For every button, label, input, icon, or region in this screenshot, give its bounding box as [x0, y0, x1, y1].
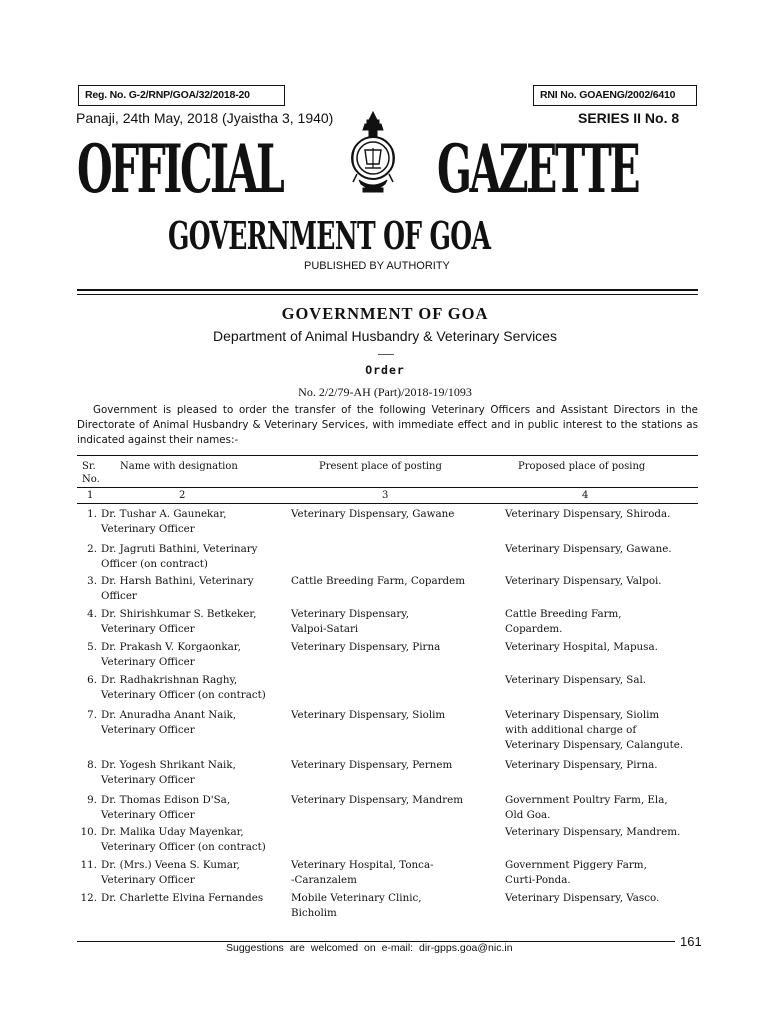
row-present-posting-line: Veterinary Dispensary, Mandrem: [291, 794, 463, 806]
row-proposed-posting: [505, 607, 698, 637]
row-serial: 6.: [87, 674, 97, 686]
row-name: [101, 758, 291, 788]
row-present-posting-line: Veterinary Dispensary, Pernem: [291, 759, 453, 771]
order-number: No. 2/2/79-AH (Part)/2018-19/1093: [298, 385, 472, 399]
row-serial: 9.: [87, 794, 97, 806]
masthead-government-of-goa: GOVERNMENT OF GOA: [168, 213, 491, 258]
transfer-table: [77, 455, 698, 917]
col-number-2: 2: [179, 490, 186, 501]
row-proposed-posting-line: with additional charge of: [505, 724, 637, 736]
row-proposed-posting-line: Veterinary Dispensary, Valpoi.: [505, 575, 662, 587]
row-present-posting: [291, 574, 501, 589]
row-proposed-posting-line: Government Poultry Farm, Ela,: [505, 794, 668, 806]
rni-number: RNI No. GOAENG/2002/6410: [533, 85, 697, 106]
row-proposed-posting-line: Veterinary Dispensary, Vasco.: [505, 892, 660, 904]
gazette-date: Panaji, 24th May, 2018 (Jyaistha 3, 1940): [76, 110, 334, 126]
row-name-line: Dr. Malika Uday Mayenkar,: [101, 826, 244, 838]
row-serial: 2.: [87, 543, 97, 555]
header-name: Name with designation: [120, 461, 238, 472]
header-no: No.: [82, 474, 100, 485]
header-sr: Sr.: [82, 461, 96, 472]
row-name-line: Dr. Tushar A. Gaunekar,: [101, 508, 227, 520]
row-serial: 4.: [87, 608, 97, 620]
row-name-line: Veterinary Officer: [101, 623, 195, 635]
row-proposed-posting-line: Veterinary Dispensary, Pirna.: [505, 759, 658, 771]
row-name-line: Dr. Anuradha Anant Naik,: [101, 709, 237, 721]
row-present-posting: [291, 607, 501, 637]
row-name-line: Dr. Prakash V. Korgaonkar,: [101, 641, 241, 653]
row-name-line: Dr. Charlette Elvina Fernandes: [101, 892, 264, 904]
header-present: Present place of posting: [319, 461, 442, 472]
row-name-line: Veterinary Officer: [101, 874, 195, 886]
registration-number: Reg. No. G-2/RNP/GOA/32/2018-20: [78, 85, 285, 106]
row-name-line: Veterinary Officer: [101, 809, 195, 821]
row-present-posting: [291, 758, 501, 773]
row-name-line: Dr. Thomas Edison D'Sa,: [101, 794, 231, 806]
row-name: [101, 858, 291, 888]
row-serial: 3.: [87, 575, 97, 587]
row-present-posting-line: Veterinary Hospital, Tonca-: [291, 859, 434, 871]
header-rule-thick: [77, 289, 698, 291]
row-proposed-posting: [505, 793, 698, 823]
row-name: [101, 793, 291, 823]
row-proposed-posting-line: Curti-Ponda.: [505, 874, 571, 886]
row-present-posting-line: Mobile Veterinary Clinic,: [291, 892, 422, 904]
row-name: [101, 507, 291, 537]
separator-dash: [378, 354, 394, 355]
row-present-posting-line: Veterinary Dispensary,: [291, 608, 410, 620]
row-proposed-posting-line: Government Piggery Farm,: [505, 859, 647, 871]
row-proposed-posting-line: Veterinary Dispensary, Mandrem.: [505, 826, 681, 838]
row-proposed-posting-line: Veterinary Dispensary, Sal.: [505, 674, 647, 686]
row-proposed-posting: [505, 758, 698, 773]
row-serial: 5.: [87, 641, 97, 653]
row-name-line: Veterinary Officer: [101, 724, 195, 736]
masthead-official: OFFICIAL: [77, 130, 283, 208]
footer-suggestions: Suggestions are welcomed on e-mail: dir-gpps.goa@nic.in: [226, 942, 513, 954]
row-proposed-posting-line: Veterinary Dispensary, Siolim: [505, 709, 660, 721]
row-serial: 12.: [80, 892, 97, 904]
row-serial: 7.: [87, 709, 97, 721]
row-name: [101, 574, 291, 604]
row-proposed-posting-line: Copardem.: [505, 623, 563, 635]
masthead-gazette: GAZETTE: [437, 130, 639, 208]
department-name: Department of Animal Husbandry & Veterinary Services: [213, 328, 557, 344]
row-proposed-posting-line: Cattle Breeding Farm,: [505, 608, 622, 620]
row-name-line: Dr. Yogesh Shrikant Naik,: [101, 759, 236, 771]
row-serial: 10.: [80, 826, 97, 838]
row-serial: 1.: [87, 508, 97, 520]
row-proposed-posting: [505, 858, 698, 888]
col-number-3: 3: [382, 490, 389, 501]
published-by-authority: PUBLISHED BY AUTHORITY: [304, 260, 450, 272]
row-proposed-posting: [505, 574, 698, 589]
row-name-line: Officer: [101, 590, 137, 602]
row-name-line: Veterinary Officer: [101, 656, 195, 668]
row-present-posting: [291, 891, 501, 921]
series-number: SERIES II No. 8: [578, 110, 680, 126]
goa-state-emblem-icon: [343, 108, 403, 200]
row-name: [101, 891, 291, 906]
row-present-posting-line: Cattle Breeding Farm, Copardem: [291, 575, 466, 587]
row-present-posting-line: Veterinary Dispensary, Pirna: [291, 641, 441, 653]
row-name: [101, 640, 291, 670]
order-title: Order: [365, 363, 405, 377]
table-body: [77, 455, 698, 917]
row-name: [101, 673, 291, 703]
row-name: [101, 708, 291, 738]
row-name: [101, 825, 291, 855]
row-proposed-posting-line: Veterinary Hospital, Mapusa.: [505, 641, 658, 653]
row-present-posting-line: -Caranzalem: [291, 874, 357, 886]
row-present-posting: [291, 858, 501, 888]
row-proposed-posting-line: Veterinary Dispensary, Gawane.: [505, 543, 672, 555]
row-present-posting: [291, 793, 501, 808]
row-proposed-posting-line: Veterinary Dispensary, Shiroda.: [505, 508, 671, 520]
row-present-posting: [291, 640, 501, 655]
row-present-posting: [291, 708, 501, 723]
row-name: [101, 542, 291, 572]
row-name-line: Dr. Shirishkumar S. Betkeker,: [101, 608, 257, 620]
row-name-line: Veterinary Officer: [101, 523, 195, 535]
col-number-1: 1: [87, 490, 94, 501]
order-body: Government is pleased to order the transfer of the following Veterinary Officers and Assistant Directors in the Directorate of Animal Husbandry & Veterinary Services, with immediate effect and in public interest to the stations as indicated against their names:-: [77, 404, 698, 446]
col-number-4: 4: [582, 490, 589, 501]
page-number: 161: [680, 934, 702, 949]
row-name-line: Veterinary Officer (on contract): [101, 841, 266, 853]
row-name: [101, 607, 291, 637]
row-name-line: Veterinary Officer (on contract): [101, 689, 266, 701]
row-name-line: Dr. Harsh Bathini, Veterinary: [101, 575, 254, 587]
row-present-posting-line: Veterinary Dispensary, Gawane: [291, 508, 455, 520]
row-proposed-posting: [505, 708, 698, 753]
header-rule-thin: [77, 294, 698, 295]
row-present-posting: [291, 507, 501, 522]
row-present-posting-line: Veterinary Dispensary, Siolim: [291, 709, 446, 721]
row-proposed-posting: [505, 891, 698, 906]
row-serial: 11.: [80, 859, 97, 871]
row-proposed-posting-line: Old Goa.: [505, 809, 551, 821]
row-proposed-posting-line: Veterinary Dispensary, Calangute.: [505, 739, 684, 751]
notice-government-heading: GOVERNMENT OF GOA: [281, 304, 489, 323]
row-proposed-posting: [505, 825, 698, 840]
row-proposed-posting: [505, 640, 698, 655]
row-name-line: Dr. Radhakrishnan Raghy,: [101, 674, 238, 686]
row-name-line: Officer (on contract): [101, 558, 208, 570]
row-name-line: Dr. Jagruti Bathini, Veterinary: [101, 543, 258, 555]
row-proposed-posting: [505, 542, 698, 557]
row-name-line: Veterinary Officer: [101, 774, 195, 786]
row-present-posting-line: Valpoi-Satari: [291, 623, 359, 635]
row-serial: 8.: [87, 759, 97, 771]
row-proposed-posting: [505, 507, 698, 522]
row-present-posting-line: Bicholim: [291, 907, 337, 919]
row-proposed-posting: [505, 673, 698, 688]
header-proposed: Proposed place of posing: [518, 461, 646, 472]
row-name-line: Dr. (Mrs.) Veena S. Kumar,: [101, 859, 240, 871]
